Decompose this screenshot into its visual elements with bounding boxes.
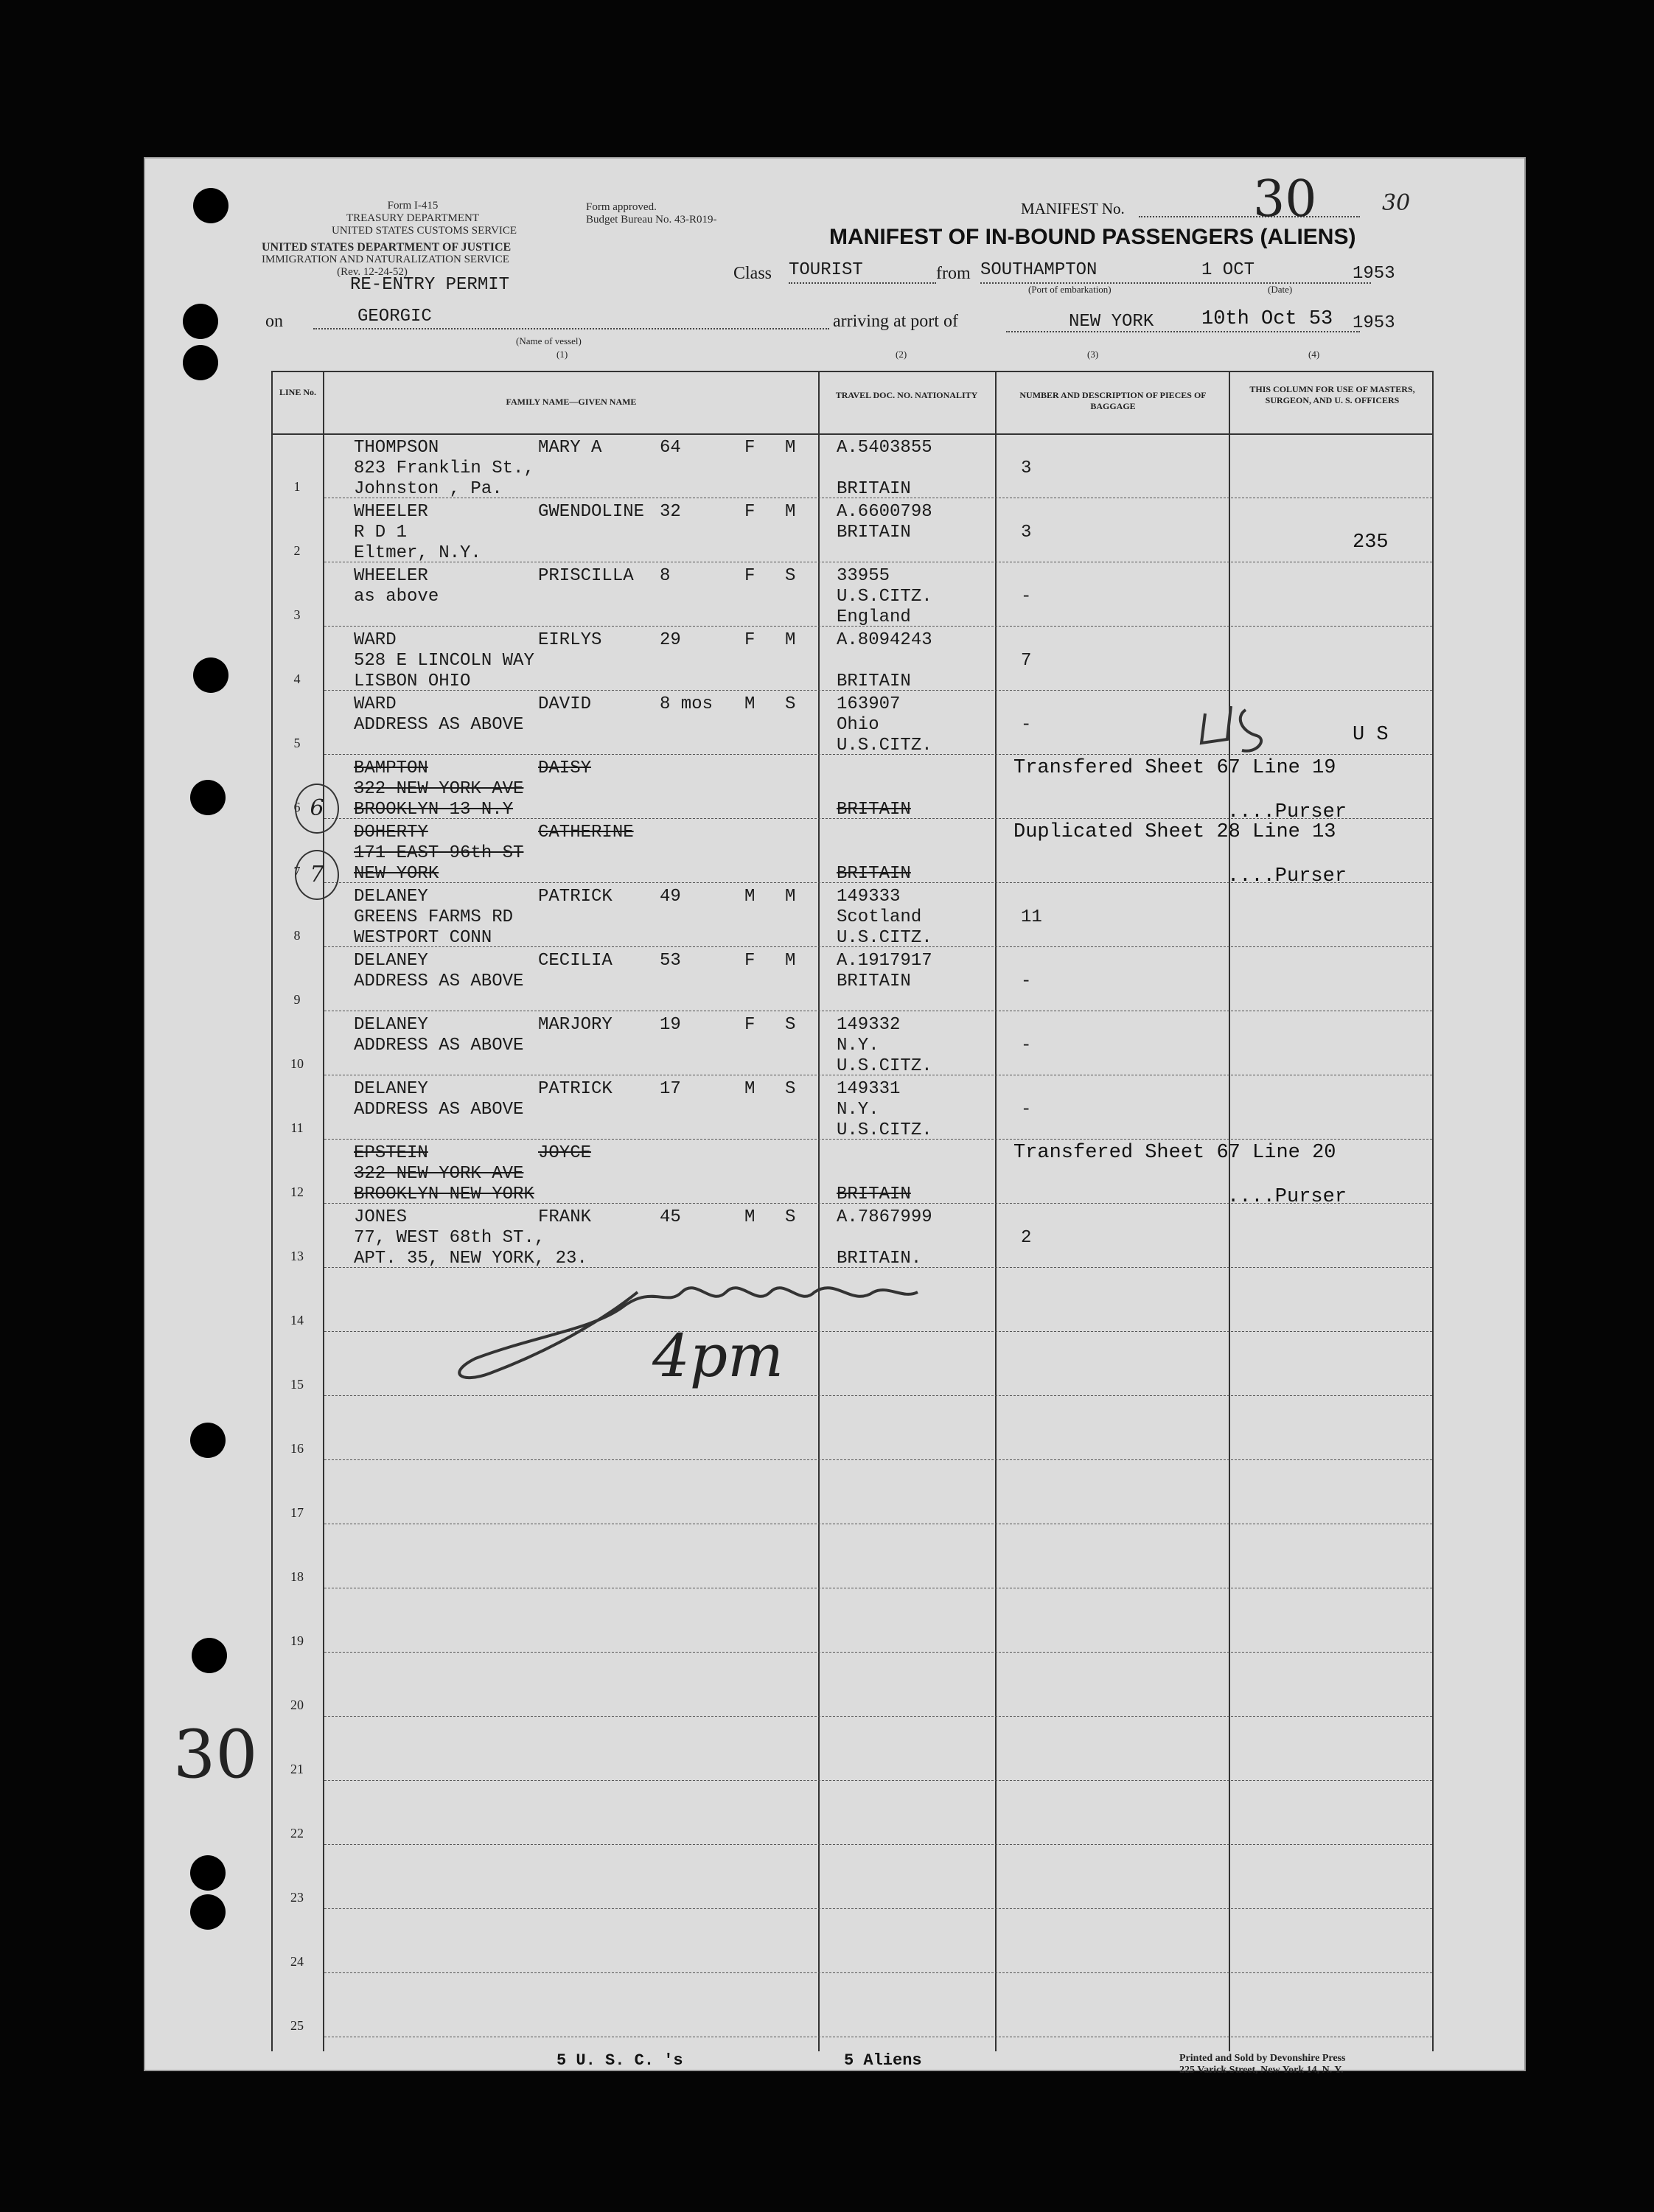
address-line-2: Eltmer, N.Y. xyxy=(354,543,481,563)
given-name: JOYCE xyxy=(538,1143,592,1163)
vessel-caption: (Name of vessel) xyxy=(516,335,582,346)
address-line-2: BROOKLYN 13 N.Y xyxy=(354,800,514,820)
line-number: 23 xyxy=(290,1890,304,1905)
address-line-1: ADDRESS AS ABOVE xyxy=(354,971,524,991)
travel-doc-line-2: U.S.CITZ. xyxy=(837,587,932,607)
travel-doc-number: A.6600798 xyxy=(837,502,932,522)
baggage-count: 7 xyxy=(1021,651,1032,671)
given-name: MARY A xyxy=(538,438,602,458)
line-number: 7 xyxy=(293,864,301,879)
given-name: CECILIA xyxy=(538,951,613,971)
manifest-no-rule xyxy=(1139,216,1360,217)
handwritten-time: 4pm xyxy=(652,1322,784,1390)
punch-hole xyxy=(193,657,228,693)
punch-hole xyxy=(192,1638,227,1673)
age: 64 xyxy=(660,438,681,458)
given-name: DAVID xyxy=(538,694,592,714)
marital-status: S xyxy=(785,1079,796,1099)
vessel-name: GEORGIC xyxy=(357,307,432,327)
port-embark-caption: (Port of embarkation) xyxy=(1028,284,1112,295)
purser-signoff: ....Purser xyxy=(1227,1186,1347,1208)
nationality: BRITAIN xyxy=(837,479,911,499)
sex: M xyxy=(744,694,756,714)
row-rule xyxy=(324,1972,1432,1973)
line-number: 5 xyxy=(293,736,301,750)
given-name: DAISY xyxy=(538,758,592,778)
age: 49 xyxy=(660,887,681,907)
marital-status: S xyxy=(785,694,796,714)
sex: F xyxy=(744,502,756,522)
line-number: 20 xyxy=(290,1698,304,1712)
nationality: BRITAIN xyxy=(837,800,911,820)
address-line-1: 171 EAST 96th ST xyxy=(354,843,524,863)
sex: M xyxy=(744,1207,756,1227)
treasury-department: TREASURY DEPARTMENT xyxy=(346,212,480,224)
from-value: SOUTHAMPTON xyxy=(980,260,1098,280)
row-rule xyxy=(324,1908,1432,1909)
embark-date: 1 OCT xyxy=(1201,260,1255,280)
officer-note: 235 xyxy=(1353,531,1389,554)
row-rule xyxy=(324,1780,1432,1781)
nationality: England xyxy=(837,607,911,627)
address-line-1: 322 NEW YORK AVE xyxy=(354,779,524,799)
transfer-note: Duplicated Sheet 28 Line 13 xyxy=(1013,821,1336,843)
travel-doc-number: A.1917917 xyxy=(837,951,932,971)
sex: F xyxy=(744,566,756,586)
marital-status: S xyxy=(785,1207,796,1227)
baggage-count: - xyxy=(1021,715,1032,735)
col-line-no: LINE No. xyxy=(279,387,316,397)
sex: M xyxy=(744,887,756,907)
address-line-2: APT. 35, NEW YORK, 23. xyxy=(354,1249,587,1269)
printer-credit xyxy=(1179,2053,1345,2076)
row-rule xyxy=(324,1844,1432,1845)
table-right-rule xyxy=(1432,371,1434,2051)
arrival-port: NEW YORK xyxy=(1069,312,1154,332)
manifest-page xyxy=(144,157,1526,2076)
reentry-permit: RE-ENTRY PERMIT xyxy=(350,275,510,295)
ins-service: IMMIGRATION AND NATURALIZATION SERVICE xyxy=(262,254,509,265)
row-rule xyxy=(324,1459,1432,1460)
arriving-label: arriving at port of xyxy=(833,312,958,331)
col-name: FAMILY NAME—GIVEN NAME xyxy=(506,397,637,407)
line-number: 22 xyxy=(290,1826,304,1841)
punch-hole xyxy=(183,304,218,339)
travel-doc-line-2: Ohio xyxy=(837,715,879,735)
family-name: DOHERTY xyxy=(354,823,428,842)
line-number: 25 xyxy=(290,2018,304,2033)
baggage-count: 2 xyxy=(1021,1228,1032,1248)
family-name: DELANEY xyxy=(354,1015,428,1035)
nationality: U.S.CITZ. xyxy=(837,1120,932,1140)
family-name: EPSTEIN xyxy=(354,1143,428,1163)
given-name: PATRICK xyxy=(538,1079,613,1099)
nationality: U.S.CITZ. xyxy=(837,1056,932,1076)
customs-service: UNITED STATES CUSTOMS SERVICE xyxy=(332,225,517,237)
lineno-column-rule xyxy=(323,371,324,2051)
arrival-rule xyxy=(1006,331,1360,332)
family-name: WARD xyxy=(354,694,397,714)
travel-doc-line-2: N.Y. xyxy=(837,1100,879,1120)
travel-doc-number: 149332 xyxy=(837,1015,901,1035)
col1-number: (1) xyxy=(556,349,568,360)
embark-year: 1953 xyxy=(1353,264,1395,284)
age: 8 xyxy=(660,566,671,586)
address-line-1: 528 E LINCOLN WAY xyxy=(354,651,534,671)
travel-doc-number: 163907 xyxy=(837,694,901,714)
travel-doc-number: A.5403855 xyxy=(837,438,932,458)
travel-column-rule xyxy=(995,371,997,2051)
line-number: 4 xyxy=(293,671,301,686)
travel-doc-line-2: BRITAIN xyxy=(837,523,911,542)
address-line-1: as above xyxy=(354,587,439,607)
arrival-date: 10th Oct 53 xyxy=(1201,308,1333,330)
travel-doc-line-2: N.Y. xyxy=(837,1036,879,1056)
on-label: on xyxy=(265,312,283,331)
family-name: THOMPSON xyxy=(354,438,439,458)
circle-6-text: 6 xyxy=(310,795,324,821)
given-name: FRANK xyxy=(538,1207,592,1227)
transfer-note: Transfered Sheet 67 Line 19 xyxy=(1013,757,1336,779)
address-line-1: ADDRESS AS ABOVE xyxy=(354,715,524,735)
address-line-1: ADDRESS AS ABOVE xyxy=(354,1036,524,1056)
family-name: DELANEY xyxy=(354,887,428,907)
line-number: 12 xyxy=(290,1184,304,1199)
age: 45 xyxy=(660,1207,681,1227)
from-label: from xyxy=(936,264,971,283)
address-line-1: ADDRESS AS ABOVE xyxy=(354,1100,524,1120)
marital-status: S xyxy=(785,1015,796,1035)
punch-hole xyxy=(190,1423,226,1458)
transfer-note: Transfered Sheet 67 Line 20 xyxy=(1013,1142,1336,1164)
date-caption: (Date) xyxy=(1268,284,1293,295)
form-header-treasury xyxy=(332,200,517,237)
address-line-2: NEW YORK xyxy=(354,864,439,884)
travel-doc-number: 149331 xyxy=(837,1079,901,1099)
line-number: 21 xyxy=(290,1762,304,1776)
address-line-1: R D 1 xyxy=(354,523,408,542)
family-name: WHEELER xyxy=(354,566,428,586)
punch-hole xyxy=(190,1855,226,1891)
line-number: 19 xyxy=(290,1633,304,1648)
col4-number: (4) xyxy=(1308,349,1320,360)
form-header-justice xyxy=(262,241,512,279)
purser-signoff: ....Purser xyxy=(1227,801,1347,823)
travel-doc-number: 33955 xyxy=(837,566,890,586)
given-name: PRISCILLA xyxy=(538,566,634,586)
travel-doc-number: A.7867999 xyxy=(837,1207,932,1227)
baggage-count: - xyxy=(1021,1100,1032,1120)
line-number: 16 xyxy=(290,1441,304,1456)
circle-line-7 xyxy=(295,850,339,900)
circle-line-6 xyxy=(295,784,339,834)
form-approval xyxy=(586,201,756,226)
address-line-1: 322 NEW YORK AVE xyxy=(354,1164,524,1184)
purser-signoff: ....Purser xyxy=(1227,865,1347,887)
table-top-rule xyxy=(271,371,1434,372)
form-approved: Form approved. xyxy=(586,201,657,213)
printer-line-1: Printed and Sold by Devonshire Press xyxy=(1179,2053,1346,2064)
col2-number: (2) xyxy=(896,349,907,360)
baggage-count: - xyxy=(1021,971,1032,991)
officer-note: U S xyxy=(1353,724,1389,746)
sex: F xyxy=(744,1015,756,1035)
baggage-count: - xyxy=(1021,587,1032,607)
class-rule xyxy=(789,282,936,284)
line-number: 17 xyxy=(290,1505,304,1520)
marital-status: M xyxy=(785,951,796,971)
printer-line-2: 225 Varick Street, New York 14, N. Y. xyxy=(1179,2065,1344,2076)
nationality: BRITAIN xyxy=(837,1184,911,1204)
circle-7-text: 7 xyxy=(310,862,324,887)
punch-hole xyxy=(193,188,228,223)
given-name: MARJORY xyxy=(538,1015,613,1035)
nationality: BRITAIN. xyxy=(837,1249,922,1269)
sex: F xyxy=(744,438,756,458)
baggage-count: 11 xyxy=(1021,907,1042,927)
nationality: U.S.CITZ. xyxy=(837,928,932,948)
col-baggage: NUMBER AND DESCRIPTION OF PIECES OF BAGGAGE xyxy=(1019,390,1207,411)
age: 17 xyxy=(660,1079,681,1099)
travel-doc-number: 149333 xyxy=(837,887,901,907)
manifest-no-label: MANIFEST No. xyxy=(1021,200,1125,217)
age: 8 mos xyxy=(660,694,713,714)
punch-hole xyxy=(190,1894,226,1930)
justice-department: UNITED STATES DEPARTMENT OF JUSTICE xyxy=(262,241,512,254)
address-line-2: BROOKLYN NEW YORK xyxy=(354,1184,534,1204)
family-name: WARD xyxy=(354,630,397,650)
line-number: 2 xyxy=(293,543,301,558)
col-travel-doc: TRAVEL DOC. NO. NATIONALITY xyxy=(835,390,978,400)
family-name: DELANEY xyxy=(354,1079,428,1099)
family-name: WHEELER xyxy=(354,502,428,522)
line-number: 13 xyxy=(290,1249,304,1263)
travel-doc-number: A.8094243 xyxy=(837,630,932,650)
budget-bureau: Budget Bureau No. 43-R019- xyxy=(586,214,717,226)
line-number: 1 xyxy=(293,479,301,494)
address-line-1: 823 Franklin St., xyxy=(354,458,534,478)
marital-status: M xyxy=(785,630,796,650)
manifest-number: 30 xyxy=(1253,170,1317,228)
marital-status: M xyxy=(785,502,796,522)
marital-status: S xyxy=(785,566,796,586)
punch-hole xyxy=(183,345,218,380)
row-rule xyxy=(324,1716,1432,1717)
address-line-2: LISBON OHIO xyxy=(354,671,471,691)
marital-status: M xyxy=(785,438,796,458)
margin-number: 30 xyxy=(173,1716,258,1793)
baggage-count: 3 xyxy=(1021,458,1032,478)
given-name: PATRICK xyxy=(538,887,613,907)
family-name: BAMPTON xyxy=(354,758,428,778)
baggage-column-rule xyxy=(1229,371,1230,2051)
age: 29 xyxy=(660,630,681,650)
line-number: 3 xyxy=(293,607,301,622)
table-header-rule xyxy=(271,433,1434,435)
address-line-1: 77, WEST 68th ST., xyxy=(354,1228,545,1248)
revision: (Rev. 12-24-52) xyxy=(337,266,408,278)
row-rule xyxy=(324,1652,1432,1653)
marital-status: M xyxy=(785,887,796,907)
line-number: 9 xyxy=(293,992,301,1007)
us-mark xyxy=(1198,699,1286,765)
baggage-count: 3 xyxy=(1021,523,1032,542)
line-number: 8 xyxy=(293,928,301,943)
punch-hole xyxy=(190,780,226,815)
arrival-year: 1953 xyxy=(1353,313,1395,333)
table-left-rule xyxy=(271,371,273,2051)
travel-doc-line-2: Scotland xyxy=(837,907,922,927)
form-number: Form I-415 xyxy=(387,200,439,212)
manifest-title: MANIFEST OF IN-BOUND PASSENGERS (ALIENS) xyxy=(829,225,1356,249)
nationality: BRITAIN xyxy=(837,864,911,884)
footer-us-citizens: 5 U. S. C. 's xyxy=(556,2051,683,2070)
line-number: 11 xyxy=(290,1120,304,1135)
line-number: 10 xyxy=(290,1056,304,1071)
line-number: 18 xyxy=(290,1569,304,1584)
baggage-count: - xyxy=(1021,1036,1032,1056)
class-value: TOURIST xyxy=(789,260,863,280)
sex: F xyxy=(744,951,756,971)
family-name: DELANEY xyxy=(354,951,428,971)
travel-doc-line-2: BRITAIN xyxy=(837,971,911,991)
address-line-2: WESTPORT CONN xyxy=(354,928,492,948)
address-line-2: Johnston , Pa. xyxy=(354,479,503,499)
age: 53 xyxy=(660,951,681,971)
col3-number: (3) xyxy=(1087,349,1099,360)
footer-aliens: 5 Aliens xyxy=(844,2051,922,2070)
line-number: 15 xyxy=(290,1377,304,1392)
sex: F xyxy=(744,630,756,650)
address-line-1: GREENS FARMS RD xyxy=(354,907,514,927)
given-name: GWENDOLINE xyxy=(538,502,645,522)
sex: M xyxy=(744,1079,756,1099)
given-name: EIRLYS xyxy=(538,630,602,650)
nationality: U.S.CITZ. xyxy=(837,736,932,756)
class-label: Class xyxy=(733,264,772,283)
line-number: 24 xyxy=(290,1954,304,1969)
col-officers: THIS COLUMN FOR USE OF MASTERS, SURGEON, AND U. S. OFFICERS xyxy=(1249,384,1415,405)
family-name: JONES xyxy=(354,1207,408,1227)
vessel-rule xyxy=(313,328,829,329)
name-column-rule xyxy=(818,371,820,2051)
manifest-number-corner: 30 xyxy=(1382,190,1411,216)
age: 19 xyxy=(660,1015,681,1035)
line-number: 6 xyxy=(293,800,301,814)
line-number: 14 xyxy=(290,1313,304,1327)
given-name: CATHERINE xyxy=(538,823,634,842)
nationality: BRITAIN xyxy=(837,671,911,691)
age: 32 xyxy=(660,502,681,522)
